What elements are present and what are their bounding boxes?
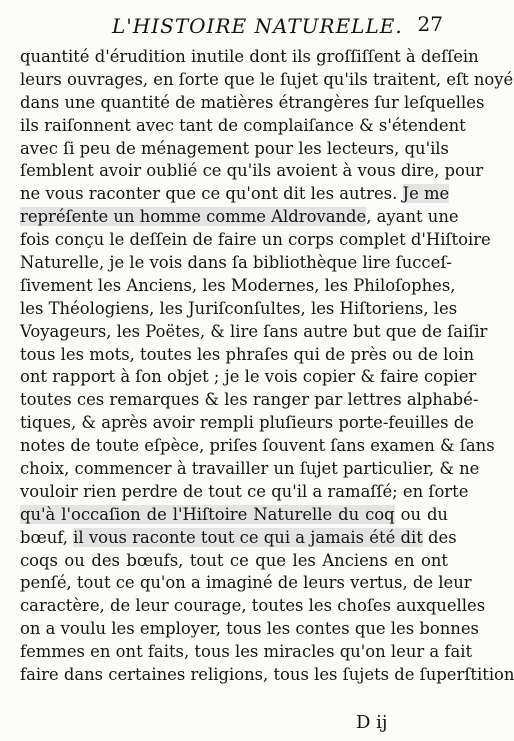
page-number: 27 <box>417 12 443 36</box>
text-line: Voyageurs, les Poëtes, & lire ſans autre but que de ſaiſir <box>20 321 488 341</box>
text-segment: ne vous raconter que ce qu'ont dit les autres. <box>20 184 398 204</box>
text-line <box>20 527 457 550</box>
highlighted-text: repréſente un homme comme Aldrovande <box>20 207 367 227</box>
text-line: notes de toute eſpèce, priſes ſouvent ſans examen & ſans <box>20 436 495 456</box>
text-line: vouloir rien perdre de tout ce qu'il a ramaſſé; en ſorte <box>20 481 469 501</box>
highlighted-text: qu'à l'occaſion de l'Hiſtoire Naturelle du coq <box>20 504 395 524</box>
text-line: penſé, tout ce qu'on a imaginé de leurs vertus, de leur <box>20 573 472 593</box>
text-line: leurs ouvrages, en ſorte que le ſujet qu'ils traitent, eſt noyé <box>20 69 514 89</box>
text-line: fois conçu le deſſein de faire un corps complet d'Hiſtoire <box>20 230 491 250</box>
text-line: ſemblent avoir oublié ce qu'ils avoient à vous dire, pour <box>20 161 484 181</box>
text-line <box>20 206 459 229</box>
text-line: avec ſi peu de ménagement pour les lecteurs, qu'ils <box>20 138 449 158</box>
text-line <box>20 183 448 206</box>
signature-mark: D ij <box>356 712 388 733</box>
text-line: dans une quantité de matières étrangères ſur leſquelles <box>20 92 485 112</box>
text-line <box>20 504 448 527</box>
text-line: femmes en ont faits, tous les miracles qu'on leur a fait <box>20 642 473 662</box>
text-line: Naturelle, je le vois dans ſa bibliothèque lire ſucceſ- <box>20 253 452 273</box>
body-text <box>20 46 514 687</box>
text-line: tous les mots, toutes les phraſes qui de près ou de loin <box>20 344 475 364</box>
text-segment: des <box>428 527 457 547</box>
text-line: tiques, & après avoir rempli pluſieurs porte-feuilles de <box>20 413 474 433</box>
text-line: quantité d'érudition inutile dont ils groſſiſſent à deſſein <box>20 47 479 66</box>
text-segment: , ayant une <box>366 207 459 227</box>
text-segment: bœuf, <box>20 527 68 547</box>
text-line: caractère, de leur courage, toutes les choſes auxquelles <box>20 596 486 616</box>
text-line: ſivement les Anciens, les Modernes, les Philoſophes, <box>20 275 456 295</box>
highlighted-text: Je me <box>402 184 450 204</box>
text-line: on a voulu les employer, tous les contes que les bonnes <box>20 619 479 639</box>
text-line: ils raiſonnent avec tant de complaiſance & s'étendent <box>20 115 466 135</box>
text-line: ont rapport à ſon objet ; je le vois copier & faire copier <box>20 367 477 387</box>
running-title: L'HISTOIRE NATURELLE. <box>112 14 403 38</box>
highlighted-text: il vous raconte tout ce qui a jamais été dit <box>73 527 423 547</box>
text-line: coqs ou des bœufs, tout ce que les Anciens en ont <box>20 550 448 570</box>
text-line: toutes ces remarques & les ranger par lettres alphabé- <box>20 390 479 410</box>
text-line: les Théologiens, les Juriſconſultes, les Hiſtoriens, les <box>20 298 458 318</box>
text-line: choix, commencer à travailler un ſujet particulier, & ne <box>20 459 480 479</box>
text-line: faire dans certaines religions, tous les ſujets de ſuperſtition <box>20 665 514 685</box>
text-segment: ou du <box>400 504 448 524</box>
